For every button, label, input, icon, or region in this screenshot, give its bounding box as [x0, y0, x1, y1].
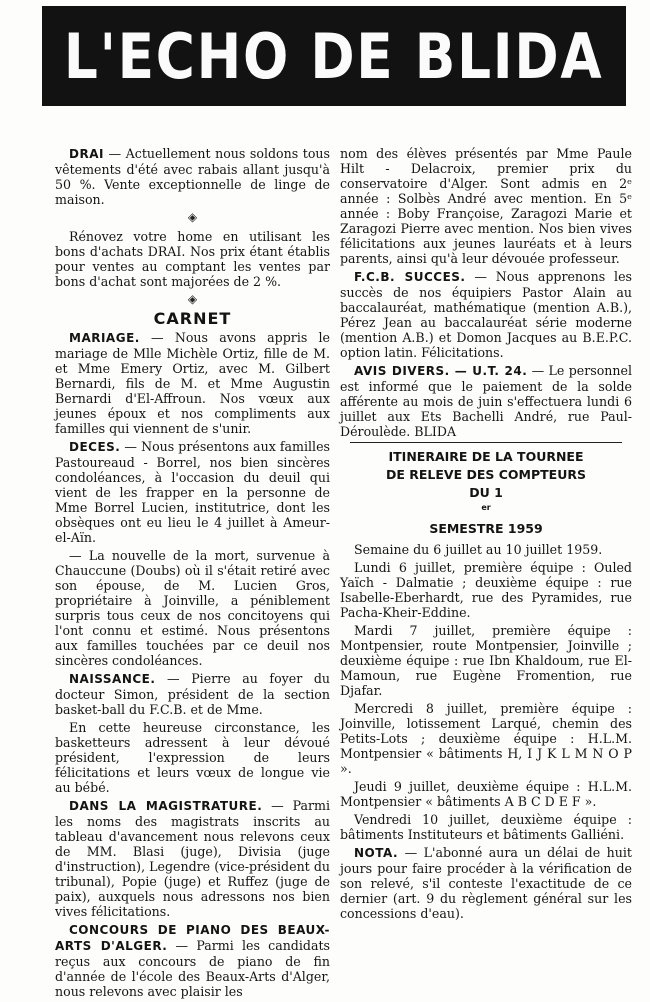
fcb-item: F.C.B. SUCCES. — Nous apprenons les succès de nos équipiers Pastor Alain au baccalauréat, mathématique (mention A.B.), Pérez Jean au baccalauréat série moderne (mention A.B.) et Domon Jacques au B.E.P.C. option latin. Félicitations.	[340, 269, 632, 360]
itinerary-tuesday: Mardi 7 juillet, première équipe : Montpensier, route Montpensier, Joinville ; deuxième équipe : rue Ibn Khaldoum, rue El-Mamoun, rue Eugène Fromention, rue Djafar.	[340, 623, 632, 698]
magistrature-item: DANS LA MAGISTRATURE. — Parmi les noms des magistrats inscrits au tableau d'avancement nous relevons ceux de MM. Blasi (juge), Divisia (juge d'instruction), Legendre (vice-président du tribunal), Popie (juge) et Ruffez (juge de paix), auxquels nous adressons nos bien vives félicitations.	[55, 798, 330, 919]
naissance-item: NAISSANCE. — Pierre au foyer du docteur Simon, président de la section basket-ball du F.C.B. et de Mme.	[55, 671, 330, 717]
drai-notice: DRAI — Actuellement nous soldons tous vêtements d'été avec rabais allant jusqu'à 50 %. Vente exceptionnelle de linge de maison.	[55, 146, 330, 207]
itinerary-wednesday: Mercredi 8 juillet, première équipe : Joinville, lotissement Larqué, chemin des Petits-Lots ; deuxième équipe : H.L.M. Montpensier « bâtiments H, I J K L M N O P ».	[340, 701, 632, 776]
left-column	[55, 146, 330, 1002]
ornament-divider: ◈	[187, 292, 198, 306]
concours-item: CONCOURS DE PIANO DES BEAUX-ARTS D'ALGER. — Parmi les candidats reçus aux concours de piano de fin d'année de l'école des Beaux-Arts d'Alger, nous relevons avec plaisir les	[55, 923, 330, 999]
mariage-item: MARIAGE. — Nous avons appris le mariage de Mlle Michèle Ortiz, fille de M. et Mme Emery Ortiz, avec M. Gilbert Bernardi, fils de M. et Mme Augustin Bernardi d'El-Affroun. Nos vœux aux jeunes époux et nos compliments aux familles qui viennent de s'unir.	[55, 330, 330, 436]
renovez-notice: Rénovez votre home en utilisant les bons d'achats DRAI. Nos prix étant établis pour ventes au comptant les ventes par bons d'achat sont majorées de 2 %.	[55, 229, 330, 289]
itinerary-week: Semaine du 6 juillet au 10 juillet 1959.	[354, 542, 603, 557]
nota-item: NOTA. — L'abonné aura un délai de huit jours pour faire procéder à la vérification de son relevé, s'il conteste l'exactitude de ce dernier (art. 9 du règlement général sur les concessions d'eau).	[340, 845, 632, 921]
deces-item-2: — La nouvelle de la mort, survenue à Chauccune (Doubs) où il s'était retiré avec son épouse, de M. Lucien Gros, propriétaire à Joinville, a péniblement surpris tous ceux de nos concitoyens qui l'ont connu et estimé. Nous présentons aux familles touchées par ce deuil nos sincères condoléances.	[55, 548, 330, 668]
itinerary-friday: Vendredi 10 juillet, deuxième équipe : bâtiments Instituteurs et bâtiments Galliéni.	[340, 812, 632, 842]
avis-item: AVIS DIVERS. — U.T. 24. — Le personnel est informé que le paiement de la solde afférente au mois de juin s'effectuera lundi 6 juillet aux Ets Bachelli André, rue Paul-Déroulède. BLIDA	[340, 363, 633, 439]
carnet-heading: CARNET	[153, 309, 232, 328]
naissance-item-2: En cette heureuse circonstance, les basketteurs adressent à leur dévoué président, l'expression de leurs félicitations et leurs vœux de longue vie au bébé.	[55, 720, 330, 795]
itinerary-heading: ITINERAIRE DE LA TOURNEE DE RELEVE DES COMPTEURS DU 1 $^{er}$ SEMESTRE 1959	[385, 449, 586, 536]
itinerary-thursday: Jeudi 9 juillet, deuxième équipe : H.L.M. Montpensier « bâtiments A B C D E F ».	[340, 779, 632, 809]
divider	[350, 442, 622, 443]
itinerary-monday: Lundi 6 juillet, première équipe : Ouled Yaïch - Dalmatie ; deuxième équipe : rue Isabelle-Eberhardt, rue des Pyramides, rue Pacha-Kheir-Eddine.	[340, 560, 632, 620]
newspaper-title: L'ECHO DE BLIDA	[64, 19, 604, 93]
masthead	[42, 6, 626, 106]
deces-item: DECES. — Nous présentons aux familles Pastoureaud - Borrel, nos bien sincères condoléances, à l'occasion du deuil qui vient de les frapper en la personne de Mme Borrel Lucien, institutrice, dont les obsèques ont eu lieu le 4 juillet à Ameur-el-Aïn.	[55, 439, 330, 545]
ornament-divider: ◈	[187, 210, 198, 224]
right-column	[340, 146, 632, 924]
concours-continued: nom des élèves présentés par Mme Paule Hilt - Delacroix, premier prix du conservatoire d'Alger. Sont admis en 2ᵉ année : Solbès André avec mention. En 5ᵉ année : Boby Françoise, Zaragozi Marie et Zaragozi Pierre avec mention. Nos bien vives félicitations aux jeunes lauréats et à leurs parents, ainsi qu'à leur dévouée professeur.	[340, 146, 632, 266]
